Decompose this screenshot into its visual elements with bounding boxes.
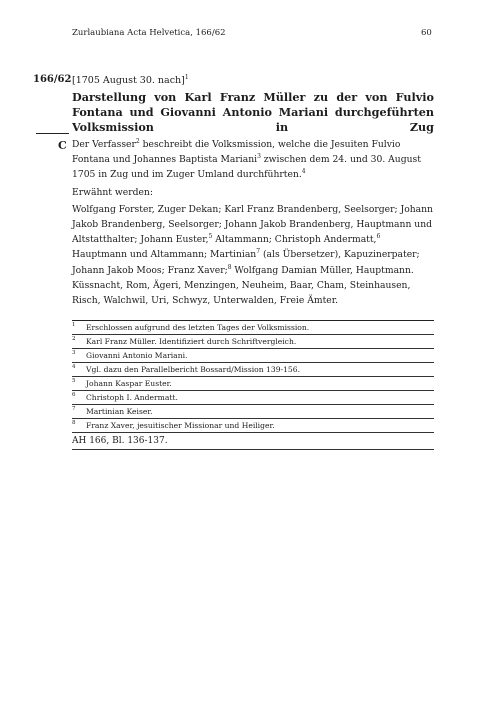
footnote-number: 4 [72,364,76,370]
category-mark: C [58,139,67,152]
summary-text-1: Der Verfasser [72,139,136,150]
footnote [72,405,434,419]
footnote-text: Franz Xaver, jesuitischer Missionar und Heiliger. [86,421,275,430]
footnote-ref-6: 6 [376,233,381,241]
footnote-number: 1 [72,322,76,328]
footnote [72,419,434,433]
footnote-ref-5: 5 [208,233,213,241]
document-number: 166/62 [33,74,72,85]
date-text: [1705 August 30. nach] [72,75,185,87]
summary-text-3: zwischen dem 24. und 30. August 1705 in Zug und im Zuger Umland durchführten. [72,154,421,181]
footnote-ref-3: 3 [257,153,261,161]
footnote-ref-7: 7 [256,248,261,256]
footnote-text: Erschlossen aufgrund des letzten Tages der Volksmission. [86,323,310,332]
footnote [72,391,434,405]
footnote-text: Johann Kaspar Euster. [86,379,172,388]
footnote-ref-8: 8 [227,263,232,271]
persons-text-4: (als Übersetzer), Kapuzinerpater; Johann Jakob Moos; Franz Xaver; [72,249,420,276]
footnote-text: Giovanni Antonio Mariani. [86,351,188,360]
page-number: 60 [421,28,432,38]
document-title: Darstellung von Karl Franz Müller zu der von Fulvio Fontana und Giovanni Antonio Mariani durchgeführten Volksmission in Zug [72,90,434,134]
footnote-ref-4: 4 [301,168,306,176]
document-body [72,137,438,310]
date-footnote-ref: 1 [184,74,189,81]
places-list: Küssnacht, Rom, Ägeri, Menzingen, Neuheim, Baar, Cham, Steinhausen, Risch, Walchwil, Uri, Schwyz, Unterwalden, Freie Ämter. [72,279,411,307]
footnote [72,363,434,377]
footnote [72,377,434,391]
mentioned-label: Erwähnt werden: [72,186,153,198]
summary-text-2: beschreibt die Volksmission, welche die Jesuiten Fulvio Fontana und Johannes Baptista Mariani [72,139,401,166]
persons-text-5: Wolfgang Damian Müller, Hauptmann. [231,264,414,276]
footnote-number: 6 [72,392,76,398]
footnote-number: 5 [72,378,76,384]
footnote-number: 8 [72,420,76,426]
source-reference: AH 166, Bl. 136-137. [72,436,434,450]
footnote-number: 3 [72,350,76,356]
footnote-text: Christoph I. Andermatt. [86,393,178,402]
persons-text-2: Altammann; Christoph Andermatt, [212,234,377,246]
persons-text-1: Wolfgang Forster, Zuger Dekan; Karl Franz Brandenberg, Seelsorger; Johann Jakob Brandenberg, Seelsorger; Johann Jakob Brandenberg, Hauptmann und Altstatthalter; Johann Euster, [72,203,433,246]
footnotes-section [72,320,434,450]
margin-rule [36,133,69,134]
footnote-text: Karl Franz Müller. Identifiziert durch Schriftvergleich. [86,337,297,346]
persons-list [72,202,438,278]
footnote-number: 2 [72,336,76,342]
footnote-number: 7 [72,406,76,412]
footnote-text: Vgl. dazu den Parallelbericht Bossard/Mission 139-156. [86,365,301,374]
document-date [72,74,189,86]
footnote [72,321,434,335]
footnote-ref-2: 2 [135,137,140,145]
summary-paragraph [72,137,438,183]
footnote [72,335,434,349]
footnote-text: Martinian Keiser. [86,407,153,416]
footnote [72,349,434,363]
running-title: Zurlaubiana Acta Helvetica, 166/62 [72,28,226,38]
persons-text-3: Hauptmann und Altammann; Martinian [72,249,257,261]
